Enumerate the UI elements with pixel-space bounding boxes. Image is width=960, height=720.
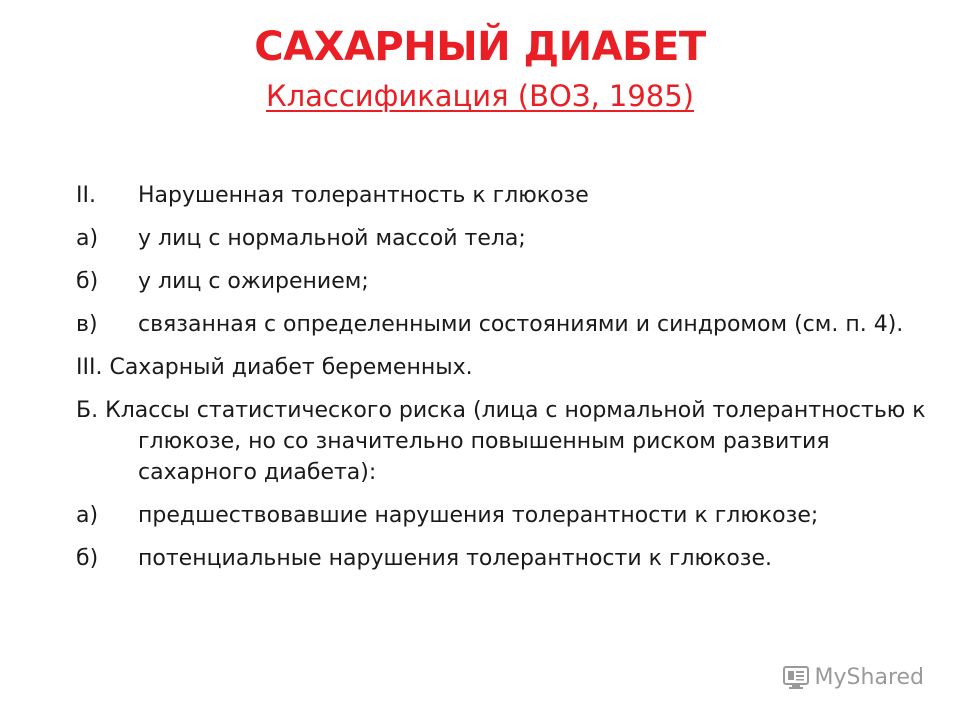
list-item (76, 309, 936, 340)
list-item (76, 180, 936, 211)
list-marker: в) (76, 312, 98, 337)
list-marker: а) (76, 503, 99, 528)
list-text: потенциальные нарушения толерантности к глюкозе. (138, 546, 773, 571)
list-text: у лиц с нормальной массой тела; (138, 226, 526, 251)
list-item (76, 543, 936, 574)
list-text: предшествовавшие нарушения толерантности к глюкозе; (138, 503, 819, 528)
list-text: Нарушенная толерантность к глюкозе (138, 183, 589, 208)
myshared-logo-icon (783, 666, 809, 690)
slide-title (0, 18, 960, 116)
title-main: САХАРНЫЙ ДИАБЕТ (254, 24, 706, 70)
list-item (76, 223, 936, 254)
title-subtitle: Классификация (ВОЗ, 1985) (266, 79, 694, 113)
list-text: у лиц с ожирением; (138, 269, 369, 294)
watermark-text: MyShared (814, 665, 924, 690)
classification-list (76, 180, 936, 586)
list-marker: б) (76, 269, 99, 294)
list-item-hanging: III. Сахарный диабет беременных. (76, 355, 473, 380)
list-marker: II. (76, 183, 96, 208)
list-item (76, 500, 936, 531)
list-item-hanging: Б. Классы статистического риска (лица с нормальной толерантностью к глюкозе, но со значительно повышенным риском развития сахарного диабета): (76, 398, 926, 485)
list-text: связанная с определенными состояниями и синдромом (см. п. 4). (138, 312, 904, 337)
list-item (76, 266, 936, 297)
watermark-logo (783, 665, 924, 690)
list-marker: б) (76, 546, 99, 571)
list-marker: а) (76, 226, 99, 251)
